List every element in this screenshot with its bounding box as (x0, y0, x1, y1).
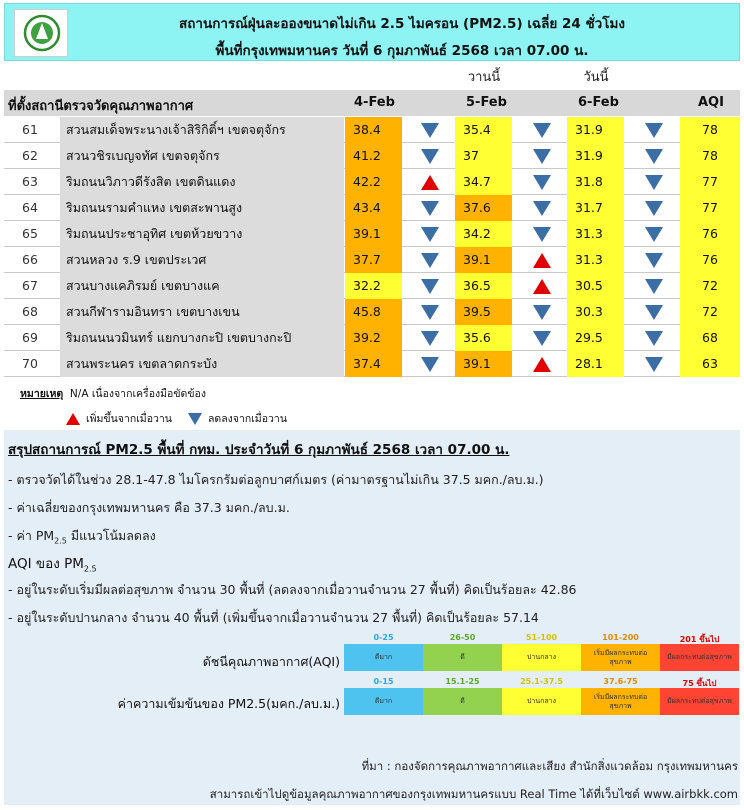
trend-cell (410, 273, 450, 299)
today-label: วันนี้ (583, 70, 609, 85)
trend-cell (634, 325, 674, 351)
pm25-day1: 43.4 (345, 195, 402, 221)
scale-range-label: 75 ขึ้นไป (682, 679, 717, 688)
pm-scale-label: ค่าความเข้มข้นของ PM2.5(มคก./ลบ.ม.) (117, 696, 340, 711)
pm25-day2: 34.7 (455, 169, 512, 195)
pm25-day1: 32.2 (345, 273, 402, 299)
pm25-day3: 28.1 (567, 351, 624, 377)
aqi-value: 78 (680, 117, 740, 143)
scale-cell: ดี (423, 644, 502, 671)
trend-cell (522, 299, 562, 325)
pm25-day1: 42.2 (345, 169, 402, 195)
trend-down-icon (421, 149, 439, 164)
trend-down-icon (533, 331, 551, 346)
report-title-line1: สถานการณ์ฝุ่นละอองขนาดไม่เกิน 2.5 ไมครอน (PM2.5) เฉลี่ย 24 ชั่วโมง (178, 16, 625, 32)
trend-cell (522, 273, 562, 299)
trend-down-icon (645, 305, 663, 320)
scale-cell: ดีมาก (344, 644, 423, 671)
trend-down-icon (645, 279, 663, 294)
trend-down-icon (533, 201, 551, 216)
trend-cell (522, 117, 562, 143)
table-row (4, 351, 740, 377)
trend-text-pre: - ค่า PM (8, 528, 55, 543)
pm25-day2: 35.4 (455, 117, 512, 143)
pm25-day3: 30.5 (567, 273, 624, 299)
scale-cell: ดี (423, 688, 502, 715)
pm25-day1: 39.1 (345, 221, 402, 247)
scale-range-label: 101-200 (602, 633, 639, 642)
scale-range-label: 15.1-25 (445, 677, 480, 686)
scale-cell: เริ่มมีผลกระทบต่อสุขภาพ (581, 688, 660, 715)
trend-cell (634, 273, 674, 299)
table-row (4, 143, 740, 169)
table-row (4, 325, 740, 351)
pm25-day3: 31.3 (567, 221, 624, 247)
trend-cell (634, 143, 674, 169)
station-number: 64 (22, 200, 38, 215)
aqi-value: 77 (680, 169, 740, 195)
aqi-line-moderate: - อยู่ในระดับปานกลาง จำนวน 40 พื้นที่ (เพิ่มขึ้นจากเมื่อวานจำนวน 27 พื้นที่) คิดเป็นร้อยละ 57.14 (8, 610, 539, 625)
aqi-heading-sub: 2.5 (83, 564, 97, 574)
table-row (4, 221, 740, 247)
trend-cell (634, 247, 674, 273)
pm25-day2: 35.6 (455, 325, 512, 351)
summary-section (4, 430, 740, 805)
note (20, 385, 206, 402)
summary-line-trend (8, 526, 156, 546)
trend-down-icon (533, 305, 551, 320)
aqi-value: 77 (680, 195, 740, 221)
trend-up-icon (533, 279, 551, 294)
station-number: 65 (22, 226, 38, 241)
table-header (4, 90, 740, 116)
station-number: 69 (22, 330, 38, 345)
trend-down-icon (645, 149, 663, 164)
trend-text-sub: 2.5 (54, 536, 67, 546)
trend-cell (634, 299, 674, 325)
trend-down-icon (533, 149, 551, 164)
trend-down-icon (645, 253, 663, 268)
station-number: 63 (22, 174, 38, 189)
pm25-day1: 41.2 (345, 143, 402, 169)
scale-range-label: 26-50 (449, 633, 476, 642)
pm25-day3: 31.9 (567, 143, 624, 169)
note-label: หมายเหตุ (20, 388, 64, 400)
trend-cell (634, 351, 674, 377)
pm25-day2: 37.6 (455, 195, 512, 221)
trend-down-icon (645, 331, 663, 346)
station-number: 62 (22, 148, 38, 163)
pm25-day2: 39.5 (455, 299, 512, 325)
pm25-day2: 39.1 (455, 351, 512, 377)
trend-cell (634, 221, 674, 247)
scale-range-label: 0-15 (373, 677, 394, 686)
legend-up-label: เพิ่มขึ้นจากเมื่อวาน (86, 413, 172, 425)
trend-down-icon (188, 413, 202, 425)
aqi-scale (344, 644, 740, 671)
scale-range-label: 0-25 (373, 633, 394, 642)
scale-cell: ปานกลาง (502, 688, 581, 715)
table-row (4, 169, 740, 195)
trend-up-icon (533, 357, 551, 372)
aqi-column-header: AQI (698, 95, 724, 110)
trend-down-icon (421, 331, 439, 346)
station-table (4, 117, 740, 377)
station-name: สวนสมเด็จพระนางเจ้าสิริกิติ์ฯ เขตจตุจักร (60, 117, 344, 143)
trend-up-icon (533, 253, 551, 268)
trend-cell (522, 247, 562, 273)
report-title-line2: พื้นที่กรุงเทพมหานคร วันที่ 6 กุมภาพันธ์ 2568 เวลา 07.00 น. (215, 43, 589, 59)
trend-cell (410, 169, 450, 195)
trend-down-icon (533, 123, 551, 138)
trend-cell (522, 221, 562, 247)
pm25-day1: 38.4 (345, 117, 402, 143)
trend-cell (410, 247, 450, 273)
trend-down-icon (645, 201, 663, 216)
pm25-day2: 34.2 (455, 221, 512, 247)
station-number: 61 (22, 122, 38, 137)
station-number: 68 (22, 304, 38, 319)
aqi-value: 76 (680, 221, 740, 247)
trend-cell (410, 325, 450, 351)
pm25-day1: 45.8 (345, 299, 402, 325)
aqi-value: 68 (680, 325, 740, 351)
summary-line-range: - ตรวจวัดได้ในช่วง 28.1-47.8 ไมโครกรัมต่อลูกบาศก์เมตร (ค่ามาตรฐานไม่เกิน 37.5 มคก./ลบ.ม.) (8, 472, 544, 487)
table-row (4, 195, 740, 221)
trend-cell (522, 351, 562, 377)
website-text: สามารถเข้าไปดูข้อมูลคุณภาพอากาศของกรุงเทพมหานครแบบ Real Time ได้ที่เว็บไซต์ www.airbkk.com (209, 787, 738, 801)
pm25-day1: 37.7 (345, 247, 402, 273)
summary-title: สรุปสถานการณ์ PM2.5 พื้นที่ กทม. ประจำวันที่ 6 กุมภาพันธ์ 2568 เวลา 07.00 น. (8, 442, 510, 458)
trend-cell (410, 299, 450, 325)
scale-range-label: 51-100 (525, 633, 558, 642)
pm25-day2: 36.5 (455, 273, 512, 299)
trend-cell (634, 195, 674, 221)
station-name: สวนวชิรเบญจทัศ เขตจตุจักร (60, 143, 344, 169)
bangkok-seal-icon (23, 13, 61, 53)
trend-cell (522, 325, 562, 351)
aqi-value: 76 (680, 247, 740, 273)
aqi-value: 63 (680, 351, 740, 377)
station-name: สวนบางแคภิรมย์ เขตบางแค (60, 273, 344, 299)
trend-cell (522, 143, 562, 169)
aqi-heading (8, 552, 97, 574)
aqi-scale-label: ดัชนีคุณภาพอากาศ(AQI) (202, 654, 340, 669)
station-column-header: ที่ตั้งสถานีตรวจวัดคุณภาพอากาศ (8, 99, 194, 114)
aqi-value: 72 (680, 299, 740, 325)
trend-cell (410, 117, 450, 143)
note-text: N/A เนื่องจากเครื่องมือขัดข้อง (69, 388, 206, 400)
station-name: สวนพระนคร เขตลาดกระบัง (60, 351, 344, 377)
scale-range-label: 25.1-37.5 (520, 677, 563, 686)
pm-scale (344, 688, 740, 715)
table-row (4, 273, 740, 299)
station-number: 70 (22, 356, 38, 371)
pm25-day3: 29.5 (567, 325, 624, 351)
aqi-line-health: - อยู่ในระดับเริ่มมีผลต่อสุขภาพ จำนวน 30 พื้นที่ (ลดลงจากเมื่อวานจำนวน 27 พื้นที่) คิดเป็นร้อยละ 42.86 (8, 582, 577, 597)
pm25-day2: 37 (455, 143, 512, 169)
trend-up-icon (421, 175, 439, 190)
trend-down-icon (421, 227, 439, 242)
trend-down-icon (533, 175, 551, 190)
trend-down-icon (421, 201, 439, 216)
scale-cell: มีผลกระทบต่อสุขภาพ (660, 688, 739, 715)
trend-down-icon (421, 279, 439, 294)
pm25-day3: 31.9 (567, 117, 624, 143)
pm25-day1: 39.2 (345, 325, 402, 351)
trend-cell (522, 195, 562, 221)
trend-text-post: มีแนวโน้มลดลง (66, 528, 156, 543)
station-name: ริมถนนวิภาวดีรังสิต เขตดินแดง (60, 169, 344, 195)
trend-down-icon (645, 175, 663, 190)
trend-down-icon (645, 227, 663, 242)
logo (14, 9, 68, 57)
trend-cell (634, 169, 674, 195)
report-header (4, 3, 740, 61)
station-name: สวนหลวง ร.9 เขตประเวศ (60, 247, 344, 273)
pm25-day3: 30.3 (567, 299, 624, 325)
station-name: ริมถนนรามคำแหง เขตสะพานสูง (60, 195, 344, 221)
trend-cell (522, 169, 562, 195)
pm25-day3: 31.7 (567, 195, 624, 221)
scale-range-label: 201 ขึ้นไป (679, 635, 720, 644)
trend-down-icon (421, 305, 439, 320)
station-name: ริมถนนประชาอุทิศ เขตห้วยขวาง (60, 221, 344, 247)
trend-cell (634, 117, 674, 143)
legend-down-label: ลดลงจากเมื่อวาน (207, 413, 287, 425)
station-name: ริมถนนนวมินทร์ แยกบางกะปิ เขตบางกะปิ (60, 325, 344, 351)
trend-down-icon (421, 253, 439, 268)
aqi-value: 72 (680, 273, 740, 299)
trend-down-icon (645, 123, 663, 138)
yesterday-label: วานนี้ (467, 70, 501, 85)
trend-cell (410, 195, 450, 221)
trend-down-icon (421, 123, 439, 138)
trend-down-icon (533, 227, 551, 242)
pm25-day3: 31.8 (567, 169, 624, 195)
table-row (4, 299, 740, 325)
trend-up-icon (66, 413, 80, 425)
day2-column-header: 5-Feb (466, 95, 507, 110)
scale-range-label: 37.6-75 (603, 677, 638, 686)
summary-line-average: - ค่าเฉลี่ยของกรุงเทพมหานคร คือ 37.3 มคก./ลบ.ม. (8, 500, 290, 515)
trend-cell (410, 221, 450, 247)
trend-legend (66, 410, 287, 427)
station-number: 66 (22, 252, 38, 267)
trend-cell (410, 143, 450, 169)
pm25-day2: 39.1 (455, 247, 512, 273)
day3-column-header: 6-Feb (578, 95, 619, 110)
source-text: ที่มา : กองจัดการคุณภาพอากาศและเสียง สำนักสิ่งแวดล้อม กรุงเทพมหานคร (361, 759, 738, 773)
pm25-day1: 37.4 (345, 351, 402, 377)
aqi-value: 78 (680, 143, 740, 169)
table-row (4, 117, 740, 143)
trend-cell (410, 351, 450, 377)
station-number: 67 (22, 278, 38, 293)
scale-cell: มีผลกระทบต่อสุขภาพ (660, 644, 739, 671)
day1-column-header: 4-Feb (354, 95, 395, 110)
scale-cell: ดีมาก (344, 688, 423, 715)
trend-down-icon (645, 357, 663, 372)
scale-cell: เริ่มมีผลกระทบต่อสุขภาพ (581, 644, 660, 671)
table-row (4, 247, 740, 273)
station-name: สวนกีฬารามอินทรา เขตบางเขน (60, 299, 344, 325)
pm25-day3: 31.3 (567, 247, 624, 273)
aqi-heading-pre: AQI ของ PM (8, 556, 84, 572)
trend-down-icon (421, 357, 439, 372)
scale-cell: ปานกลาง (502, 644, 581, 671)
